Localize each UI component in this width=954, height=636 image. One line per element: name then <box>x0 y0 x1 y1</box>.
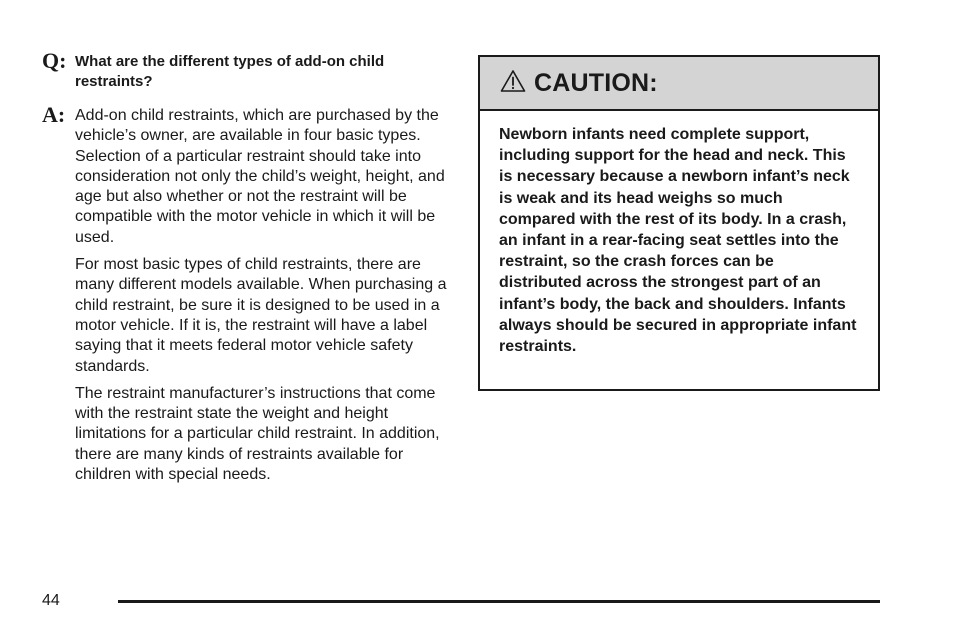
question-marker: Q: <box>42 48 67 73</box>
caution-header <box>480 57 878 111</box>
caution-body: Newborn infants need complete support, including support for the head and neck. This is necessary because a newborn infant’s neck is weak and its head weighs so much compared with the rest of its body. In a crash, an infant in a rear-facing seat settles into the restraint, so the crash forces can be distributed across the strongest part of an infant’s body, the back and shoulders. Infants always should be secured in appropriate infant restraints. <box>499 126 857 356</box>
caution-box <box>478 55 880 391</box>
warning-triangle-icon <box>500 69 526 93</box>
caution-title: CAUTION: <box>534 68 658 97</box>
page-number: 44 <box>42 592 60 609</box>
qa-section <box>42 50 450 485</box>
footer-rule <box>118 600 880 603</box>
answer-paragraph: Add-on child restraints, which are purchased by the vehicle’s owner, are available in four basic types. Selection of a particular restraint should take into consideration not only the child’s weight, height, and age but also whether or not the restraint will be compatible with the motor vehicle in which it will be used. <box>75 107 445 246</box>
answer-marker: A: <box>42 102 66 127</box>
answer-paragraph: For most basic types of child restraints, there are many different models available. When purchasing a child restraint, be sure it is designed to be used in a motor vehicle. If it is, the restraint will have a label saying that it meets federal motor vehicle safety standards. <box>75 256 447 375</box>
question-text: What are the different types of add-on child restraints? <box>75 53 385 90</box>
answer-paragraph: The restraint manufacturer’s instructions that come with the restraint state the weight and height limitations for a particular child restraint. In addition, there are many kinds of restraints available for children with special needs. <box>75 384 440 484</box>
answer-body <box>75 106 450 485</box>
answer-row <box>42 104 450 485</box>
question-row <box>42 50 450 92</box>
